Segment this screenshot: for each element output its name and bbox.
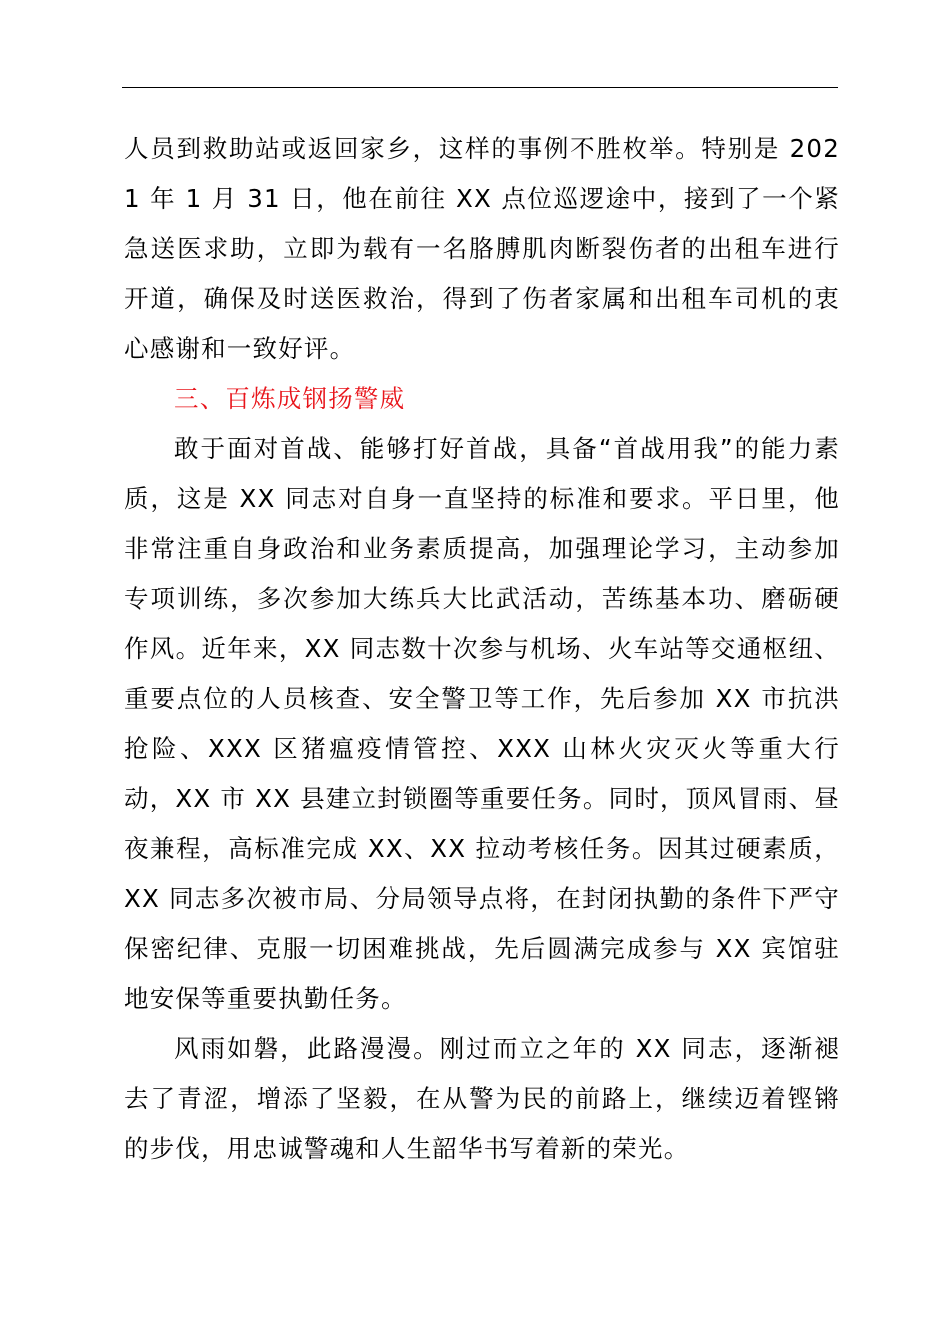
paragraph-continued: 人员到救助站或返回家乡，这样的事例不胜枚举。特别是 2021 年 1 月 31 日，他在前往 XX 点位巡逻途中，接到了一个紧急送医求助，立即为载有一名胳膊肌肉断裂伤者的出租车进行开道，确保及时送医救治，得到了伤者家属和出租车司机的衷心感谢和一致好评。 xyxy=(124,134,840,363)
paragraph: 敢于面对首战、能够打好首战，具备“首战用我”的能力素质，这是 XX 同志对自身一直坚持的标准和要求。平日里，他非常注重自身政治和业务素质提高，加强理论学习，主动参加专项训练，多次参加大练兵大比武活动，苦练基本功、磨砺硬作风。近年来，XX 同志数十次参与机场、火车站等交通枢纽、重要点位的人员核查、安全警卫等工作，先后参加 XX 市抗洪抢险、XXX 区猪瘟疫情管控、XXX 山林火灾灭火等重大行动，XX 市 XX 县建立封锁圈等重要任务。同时，顶风冒雨、昼夜兼程，高标准完成 XX、XX 拉动考核任务。因其过硬素质，XX 同志多次被市局、分局领导点将，在封闭执勤的条件下严守保密纪律、克服一切困难挑战，先后圆满完成参与 XX 宾馆驻地安保等重要执勤任务。 xyxy=(124,434,840,1013)
header-rule xyxy=(122,87,838,88)
paragraph: 风雨如磐，此路漫漫。刚过而立之年的 XX 同志，逐渐褪去了青涩，增添了坚毅，在从警为民的前路上，继续迈着铿锵的步伐，用忠诚警魂和人生韶华书写着新的荣光。 xyxy=(124,1034,840,1163)
section-heading: 三、百炼成钢扬警威 xyxy=(174,384,406,413)
document-body xyxy=(124,124,840,1174)
